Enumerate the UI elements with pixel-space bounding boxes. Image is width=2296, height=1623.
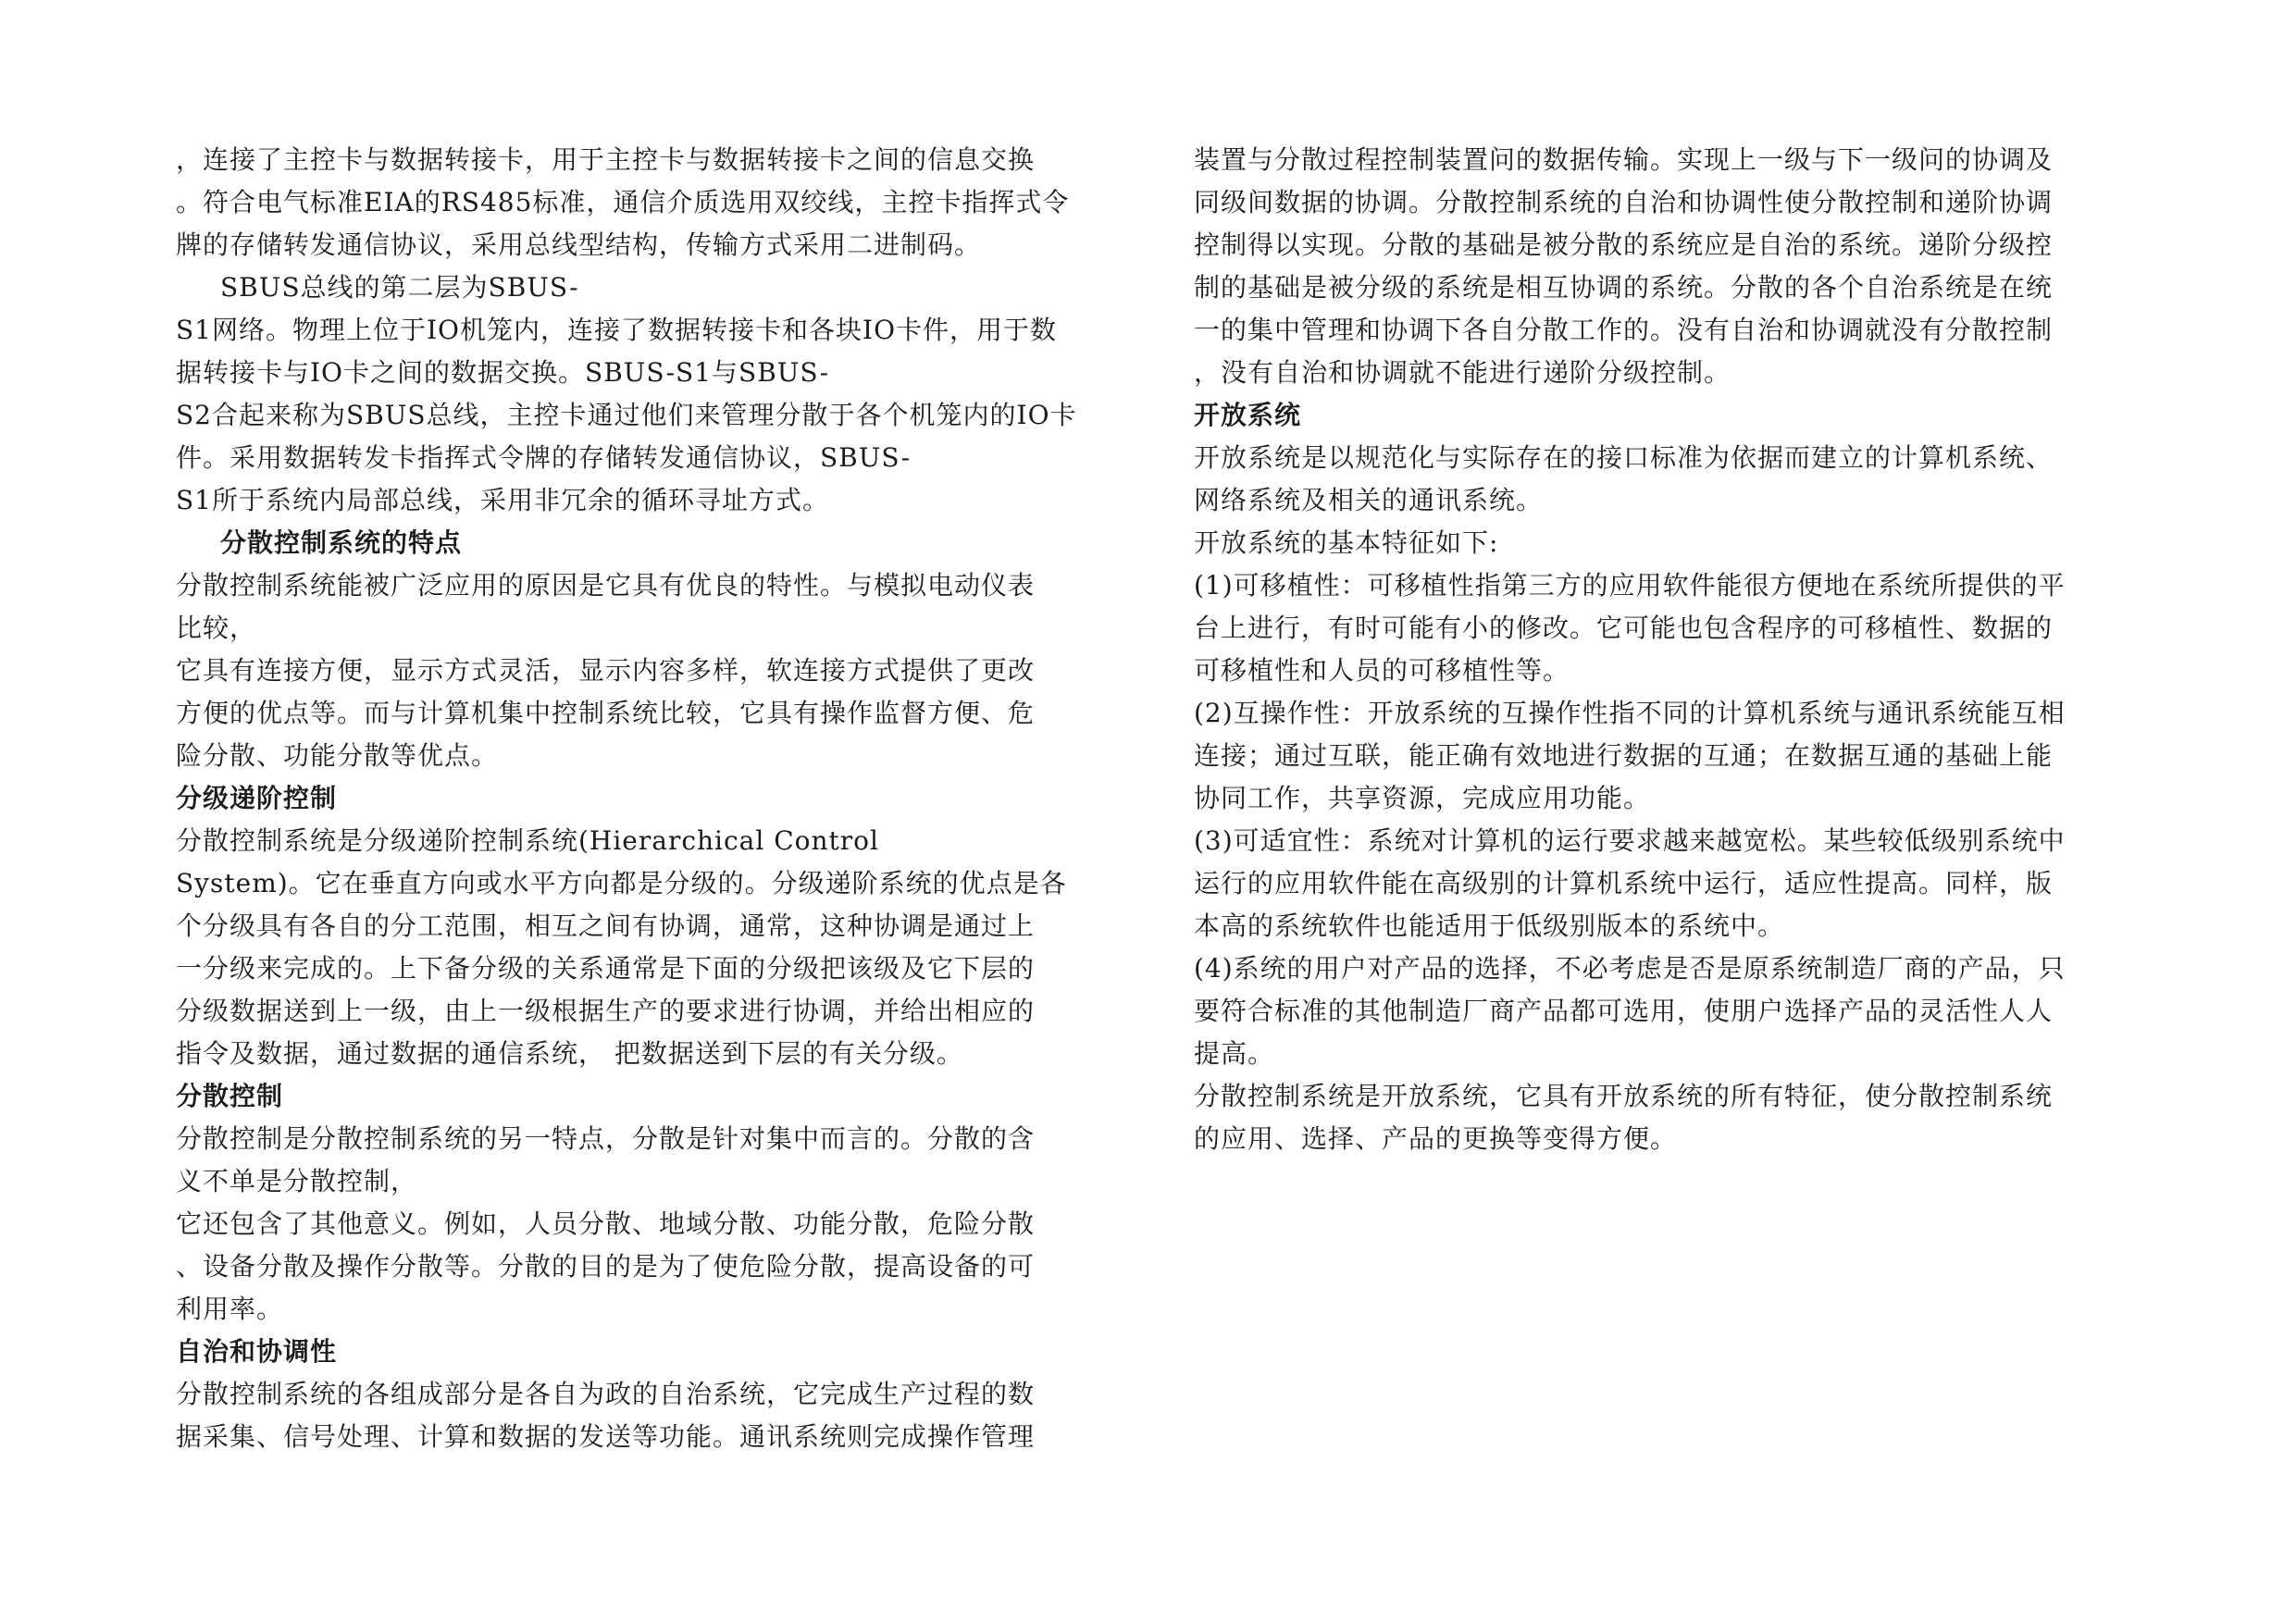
paragraph-distributed xyxy=(176,1118,1111,1331)
text-line: 分散控制是分散控制系统的另一特点，分散是针对集中而言的。分散的含 xyxy=(176,1123,1036,1154)
text-line: 可移植性和人员的可移植性等。 xyxy=(1194,655,1570,686)
section-heading-distributed: 分散控制 xyxy=(176,1081,284,1111)
text-line: 比较， xyxy=(176,613,257,643)
text-line: 据转接卡与IO卡之间的数据交换。SBUS-S1与SBUS- xyxy=(176,357,830,388)
text-line: 据采集、信号处理、计算和数据的发送等功能。通讯系统则完成操作管理 xyxy=(176,1421,1036,1452)
text-line: 分级数据送到上一级，由上一级根据生产的要求进行协调，并给出相应的 xyxy=(176,996,1036,1026)
text-line: 指令及数据，通过数据的通信系统， 把数据送到下层的有关分级。 xyxy=(176,1038,963,1069)
list-item-portability: (1)可移植性：可移植性指第三方的应用软件能很方便地在系统所提供的平 xyxy=(1194,570,2066,601)
text-line: 。符合电气标准EIA的RS485标准，通信介质选用双绞线，主控卡指挥式令 xyxy=(176,187,1070,217)
text-line: 、设备分散及操作分散等。分散的目的是为了使危险分散，提高设备的可 xyxy=(176,1251,1036,1282)
text-line: 网络系统及相关的通讯系统。 xyxy=(1194,485,1544,515)
text-line: 一的集中管理和协调下各自分散工作的。没有自治和协调就没有分散控制 xyxy=(1194,315,2054,345)
text-line: 要符合标准的其他制造厂商产品都可选用，使朋户选择产品的灵活性人人 xyxy=(1194,996,2054,1026)
text-line: S2合起来称为SBUS总线，主控卡通过他们来管理分散于各个机笼内的IO卡 xyxy=(176,400,1077,430)
text-line: ，没有自治和协调就不能进行递阶分级控制。 xyxy=(1194,357,1731,388)
text-line: 方便的优点等。而与计算机集中控制系统比较，它具有操作监督方便、危 xyxy=(176,698,1036,728)
text-line: 同级间数据的协调。分散控制系统的自治和协调性使分散控制和递阶协调 xyxy=(1194,187,2054,217)
text-line: 开放系统的基本特征如下: xyxy=(1194,527,1499,558)
text-line: 控制得以实现。分散的基础是被分散的系统应是自治的系统。递阶分级控 xyxy=(1194,229,2054,260)
paragraph-bus-layer-one xyxy=(176,139,1111,266)
text-line: 它具有连接方便，显示方式灵活，显示内容多样，软连接方式提供了更改 xyxy=(176,655,1036,686)
list-item-adaptability: (3)可适宜性：系统对计算机的运行要求越来越宽松。某些较低级别系统中 xyxy=(1194,825,2066,856)
text-line: 制的基础是被分级的系统是相互协调的系统。分散的各个自治系统是在统 xyxy=(1194,272,2054,303)
section-heading-features: 分散控制系统的特点 xyxy=(220,527,463,558)
section-heading-open-system: 开放系统 xyxy=(1194,400,1302,430)
paragraph-autonomy-continued xyxy=(1194,139,2138,394)
right-column xyxy=(1194,139,2138,1160)
paragraph-open-system xyxy=(1194,437,2138,1160)
text-line: 分散控制系统的各组成部分是各自为政的自治系统，它完成生产过程的数 xyxy=(176,1379,1036,1409)
list-item-interoperability: (2)互操作性：开放系统的互操作性指不同的计算机系统与通讯系统能互相 xyxy=(1194,698,2066,728)
text-line: 分散控制系统是开放系统，它具有开放系统的所有特征，使分散控制系统 xyxy=(1194,1081,2054,1111)
text-line: 一分级来完成的。上下备分级的关系通常是下面的分级把该级及它下层的 xyxy=(176,953,1036,984)
text-line: 分散控制系统能被广泛应用的原因是它具有优良的特性。与模拟电动仪表 xyxy=(176,570,1036,601)
text-line: SBUS总线的第二层为SBUS- xyxy=(220,272,579,303)
text-line: 协同工作，共享资源，完成应用功能。 xyxy=(1194,783,1651,813)
paragraph-hierarchy xyxy=(176,820,1111,1075)
text-line: 连接；通过互联，能正确有效地进行数据的互通；在数据互通的基础上能 xyxy=(1194,740,2054,771)
text-line: 的应用、选择、产品的更换等变得方便。 xyxy=(1194,1123,1678,1154)
list-item-user-choice: (4)系统的用户对产品的选择，不必考虑是否是原系统制造厂商的产品，只 xyxy=(1194,953,2066,984)
section-heading-autonomy: 自治和协调性 xyxy=(176,1336,338,1367)
text-line: 运行的应用软件能在高级别的计算机系统中运行，适应性提高。同样，版 xyxy=(1194,868,2054,898)
text-line: 牌的存储转发通信协议，采用总线型结构，传输方式采用二进制码。 xyxy=(176,229,982,260)
text-line: 个分级具有各自的分工范围，相互之间有协调，通常，这种协调是通过上 xyxy=(176,911,1036,941)
left-column xyxy=(176,139,1111,1458)
text-line: 它还包含了其他意义。例如，人员分散、地域分散、功能分散，危险分散 xyxy=(176,1208,1036,1239)
paragraph-autonomy xyxy=(176,1373,1111,1458)
text-line: S1所于系统内局部总线，采用非冗余的循环寻址方式。 xyxy=(176,485,829,515)
text-line: 分散控制系统是分级递阶控制系统(Hierarchical Control xyxy=(176,825,879,856)
text-line: 台上进行，有时可能有小的修改。它可能也包含程序的可移植性、数据的 xyxy=(1194,613,2054,643)
paragraph-bus-layer-two xyxy=(176,266,1111,522)
text-line: 装置与分散过程控制装置问的数据传输。实现上一级与下一级问的协调及 xyxy=(1194,144,2054,175)
text-line: 险分散、功能分散等优点。 xyxy=(176,740,499,771)
text-line: S1网络。物理上位于IO机笼内，连接了数据转接卡和各块IO卡件，用于数 xyxy=(176,315,1058,345)
text-line: 开放系统是以规范化与实际存在的接口标准为依据而建立的计算机系统、 xyxy=(1194,442,2054,473)
text-line: ，连接了主控卡与数据转接卡，用于主控卡与数据转接卡之间的信息交换 xyxy=(176,144,1036,175)
section-heading-hierarchy: 分级递阶控制 xyxy=(176,783,338,813)
text-line: System)。它在垂直方向或水平方向都是分级的。分级递阶系统的优点是各 xyxy=(176,868,1067,898)
text-line: 利用率。 xyxy=(176,1294,284,1324)
text-line: 义不单是分散控制， xyxy=(176,1166,418,1196)
text-line: 本高的系统软件也能适用于低级别版本的系统中。 xyxy=(1194,911,1785,941)
paragraph-features xyxy=(176,564,1111,777)
text-line: 提高。 xyxy=(1194,1038,1275,1069)
text-line: 件。采用数据转发卡指挥式令牌的存储转发通信协议，SBUS- xyxy=(176,442,912,473)
